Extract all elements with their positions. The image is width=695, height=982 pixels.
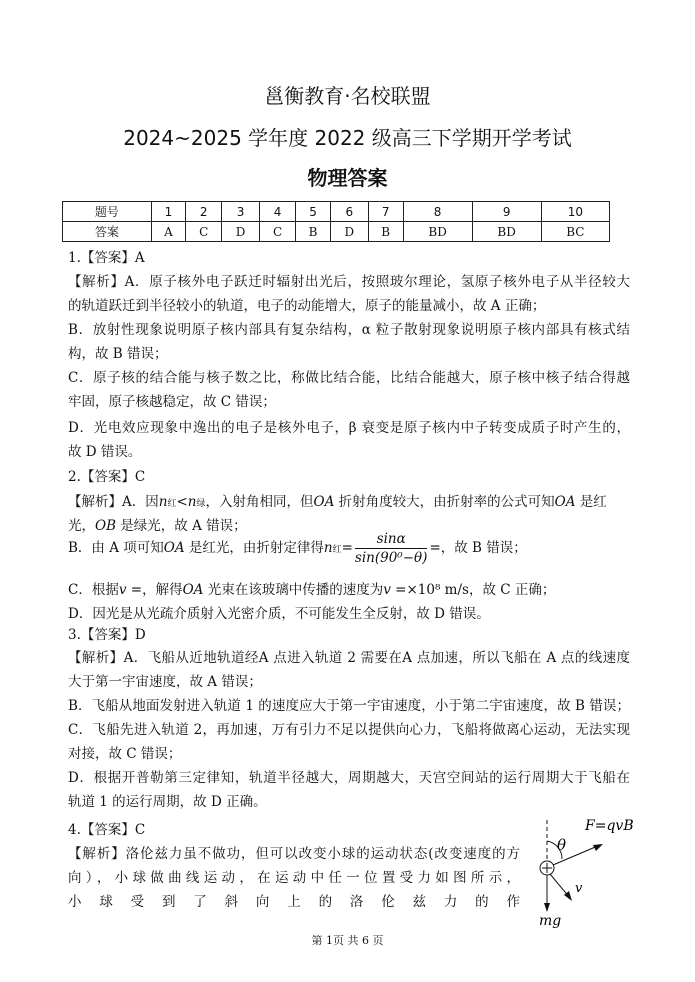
sub: 绿 (196, 499, 206, 509)
symbol: v (383, 582, 391, 598)
row-label: 题号 (63, 202, 152, 222)
question-number: 2 (186, 202, 222, 222)
text: B．由 A 项可知 (68, 540, 164, 556)
answer-cell: B (368, 222, 403, 242)
angle-label: θ (557, 836, 567, 854)
q1-line: B．放射性现象说明原子核内部具有复杂结构，α 粒子散射现象说明原子核内部具有核式结 (68, 322, 630, 338)
symbol: OA (313, 494, 335, 510)
symbol: OA (182, 582, 204, 598)
text: ，入射角相同，但 (205, 494, 314, 510)
sub: 红 (332, 545, 342, 555)
answer-cell: D (222, 222, 260, 242)
question-number: 4 (259, 202, 295, 222)
text: < (176, 494, 188, 510)
question-number: 1 (151, 202, 185, 222)
q3-line: 对接，故 C 错误； (68, 746, 182, 762)
symbol: n (187, 494, 197, 510)
question-number: 9 (472, 202, 541, 222)
q1-answer: 1.【答案】A (68, 250, 145, 266)
force-diagram (525, 815, 645, 930)
answer-cell: BD (403, 222, 472, 242)
text: 是红光，由折射定律得 (188, 540, 324, 556)
question-number-row (63, 202, 610, 222)
q2-line-b: B．由 A 项可知OA 是红光，由折射定律得n红= $\frac{\sin\alpha}{\text{sin(90⁰−θ)}}$ =，故 B 错误； (68, 531, 527, 566)
q1-line: 牢固，原子核越稳定，故 C 错误； (68, 394, 276, 410)
row-label: 答案 (63, 222, 152, 242)
gravity-label: mg (539, 913, 562, 929)
answer-cell: BC (541, 222, 609, 242)
q1-line: C．原子核的结合能与核子数之比，称做比结合能，比结合能越大，原子核中核子结合得越 (68, 370, 631, 386)
answer-cell: A (151, 222, 185, 242)
q4-answer: 4.【答案】C (68, 822, 146, 838)
text: =×10⁸ m/s，故 C 正确； (395, 582, 556, 598)
force-label: F=qvB (585, 818, 634, 834)
q3-line: 【解析】A．飞船从近地轨道经A 点进入轨道 2 需要在A 点加速，所以飞船在 A 点的线速度 (68, 650, 630, 666)
q1-line: 【解析】A．原子核外电子跃迁时辐射出光后，按照玻尔理论，氢原子核外电子从半径较大 (68, 274, 630, 290)
q3-line: 轨道 1 的运行周期，故 D 正确。 (68, 794, 267, 810)
numerator: sinα (376, 531, 406, 547)
answer-row (63, 222, 610, 242)
question-number: 5 (296, 202, 331, 222)
question-number: 10 (541, 202, 609, 222)
text: C．根据 (68, 582, 119, 598)
symbol: n (323, 540, 333, 556)
q2-line-a (68, 492, 607, 514)
q1-line: 的轨道跃迁到半径较小的轨道，电子的动能增大，原子的能量减小，故 A 正确； (68, 298, 546, 314)
q1-line: D．光电效应现象中逸出的电子是核外电子，β 衰变是原子核内中子转变成质子时产生的， (68, 420, 630, 436)
answer-table (62, 201, 610, 242)
answer-cell: D (331, 222, 369, 242)
answer-cell: C (259, 222, 295, 242)
text: 是绿光，故 A 错误； (120, 518, 247, 534)
sub: 红 (167, 499, 177, 509)
q1-line: 故 D 错误。 (68, 444, 142, 460)
text: =，解得 (130, 582, 183, 598)
text: =，故 B 错误； (429, 540, 527, 556)
q2-answer: 2.【答案】C (68, 469, 146, 485)
symbol: OB (95, 518, 116, 534)
q3-line: B．飞船从地面发射进入轨道 1 的速度应大于第一宇宙速度，小于第二宇宙速度，故 B 错误； (68, 698, 630, 714)
org-title: 邕衡教育·名校联盟 (264, 84, 431, 108)
fraction (355, 530, 428, 567)
velocity-label: v (575, 881, 583, 896)
text: 是红 (579, 494, 607, 510)
exam-title: 2024~2025 学年度 2022 级高三下学期开学考试 (123, 126, 572, 150)
subject-title: 物理答案 (307, 166, 388, 190)
q4-line: 【解析】洛伦兹力虽不做功，但可以改变小球的运动状态(改变速度的方 (68, 846, 520, 862)
question-number: 6 (331, 202, 369, 222)
symbol: OA (163, 540, 185, 556)
text: 光， (68, 518, 95, 534)
denominator: sin(90⁰−θ) (354, 550, 428, 566)
q4-line: 小球受到了斜向上的洛伦兹力的作 (68, 894, 520, 910)
symbol: OA (554, 494, 576, 510)
page-footer: 第 1页 共 6 页 (311, 934, 384, 947)
text: 折射角度较大，由折射率的公式可知 (338, 494, 555, 510)
q1-line: 构，故 B 错误； (68, 346, 168, 362)
symbol: n (158, 494, 168, 510)
question-number: 8 (403, 202, 472, 222)
q4-line: 向），小球做曲线运动，在运动中任一位置受力如图所示， (68, 870, 520, 886)
q2-line-c (68, 580, 555, 600)
text: 光束在该玻璃中传播的速度为 (207, 582, 384, 598)
question-number: 3 (222, 202, 260, 222)
answer-cell: B (296, 222, 331, 242)
answer-cell: C (186, 222, 222, 242)
question-number: 7 (368, 202, 403, 222)
q3-answer: 3.【答案】D (68, 627, 146, 643)
q2-line-d: D．因光是从光疏介质射入光密介质，不可能发生全反射，故 D 错误。 (68, 606, 490, 622)
text: 【解析】A．因 (68, 494, 159, 510)
q3-line: 大于第一宇宙速度，故 A 错误； (68, 674, 262, 690)
q3-line: D．根据开普勒第三定律知，轨道半径越大，周期越大，天宫空间站的运行周期大于飞船在 (68, 770, 630, 786)
symbol: v (118, 582, 127, 598)
q3-line: C．飞船先进入轨道 2，再加速，万有引力不足以提供向心力，飞船将做离心运动，无法实现 (68, 722, 630, 738)
answer-cell: BD (472, 222, 541, 242)
